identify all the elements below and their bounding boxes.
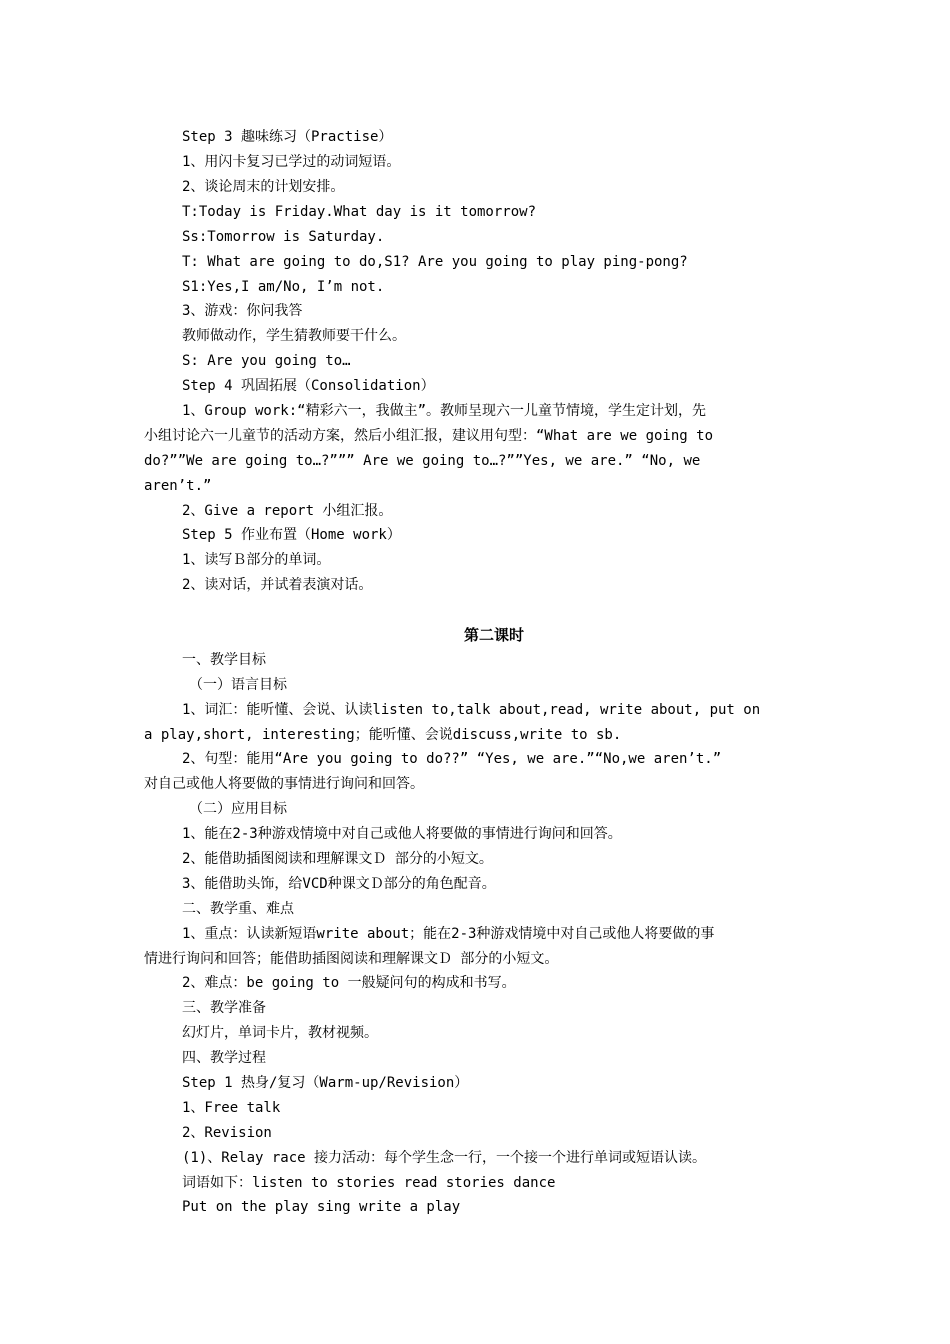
section-heading: 一、教学目标	[182, 652, 266, 668]
text-line: 幻灯片，单词卡片，教材视频。	[182, 1025, 378, 1041]
section-heading: 二、教学重、难点	[182, 901, 294, 917]
step1-heading: Step 1 热身/复习（Warm-up/Revision）	[182, 1075, 469, 1091]
text-line: 1、用闪卡复习已学过的动词短语。	[182, 154, 401, 170]
text-line: 1、Group work:“精彩六一，我做主”。教师呈现六一儿童节情境，学生定计划，先	[182, 403, 707, 419]
text-line: 2、Give a report 小组汇报。	[182, 503, 393, 519]
text-line: 2、谈论周末的计划安排。	[182, 179, 345, 195]
text-line: S1:Yes,I am/No, I’m not.	[182, 279, 385, 295]
text-line: (1)、Relay race 接力活动：每个学生念一行，一个接一个进行单词或短语认读。	[182, 1150, 707, 1166]
step3-heading: Step 3 趣味练习（Practise）	[182, 129, 393, 145]
text-line: 对自己或他人将要做的事情进行询问和回答。	[144, 776, 424, 792]
text-line: T: What are going to do,S1? Are you going to play ping-pong?	[182, 254, 688, 270]
text-line: 1、能在2-3种游戏情境中对自己或他人将要做的事情进行询问和回答。	[182, 826, 622, 842]
subsection-heading: （一）语言目标	[189, 677, 287, 693]
text-line: 3、游戏：你问我答	[182, 303, 303, 319]
text-line: do?””We are going to…?””” Are we going to…?””Yes, we are.” “No, we	[144, 453, 701, 469]
text-line: T:Today is Friday.What day is it tomorrow?	[182, 204, 537, 220]
text-line: 1、重点：认读新短语write about；能在2-3种游戏情境中对自己或他人将要做的事	[182, 926, 715, 942]
text-line: 1、Free talk	[182, 1100, 281, 1116]
step4-heading: Step 4 巩固拓展（Consolidation）	[182, 378, 435, 394]
section-heading: 三、教学准备	[182, 1000, 266, 1016]
text-line: 1、读写Ｂ部分的单词。	[182, 552, 331, 568]
text-line: aren’t.”	[144, 478, 212, 494]
text-line: 2、句型：能用“Are you going to do??” “Yes, we are.”“No,we aren’t.”	[182, 751, 722, 767]
text-line: 2、Revision	[182, 1125, 272, 1141]
lesson-two-title: 第二课时	[463, 626, 524, 644]
text-line: Ss:Tomorrow is Saturday.	[182, 229, 385, 245]
text-line: a play,short, interesting；能听懂、会说discuss,write to sb.	[144, 727, 622, 743]
text-line: 2、读对话，并试着表演对话。	[182, 577, 373, 593]
text-line: 2、难点：be going to 一般疑问句的构成和书写。	[182, 975, 516, 991]
text-line: 小组讨论六一儿童节的活动方案，然后小组汇报，建议用句型：“What are we going to	[144, 428, 714, 444]
text-line: 情进行询问和回答；能借助插图阅读和理解课文Ｄ 部分的小短文。	[144, 951, 559, 967]
text-line: 2、能借助插图阅读和理解课文Ｄ 部分的小短文。	[182, 851, 493, 867]
section-heading: 四、教学过程	[182, 1050, 266, 1066]
text-line: Put on the play sing write a play	[182, 1199, 461, 1215]
text-line: 1、词汇：能听懂、会说、认读listen to,talk about,read, write about, put on	[182, 702, 761, 718]
text-line: S: Are you going to…	[182, 353, 351, 369]
step5-heading: Step 5 作业布置（Home work）	[182, 527, 401, 543]
text-line: 3、能借助头饰，给VCD种课文Ｄ部分的角色配音。	[182, 876, 496, 892]
text-line: 教师做动作，学生猜教师要干什么。	[182, 328, 406, 344]
subsection-heading: （二）应用目标	[189, 801, 287, 817]
text-line: 词语如下：listen to stories read stories dance	[182, 1175, 556, 1191]
